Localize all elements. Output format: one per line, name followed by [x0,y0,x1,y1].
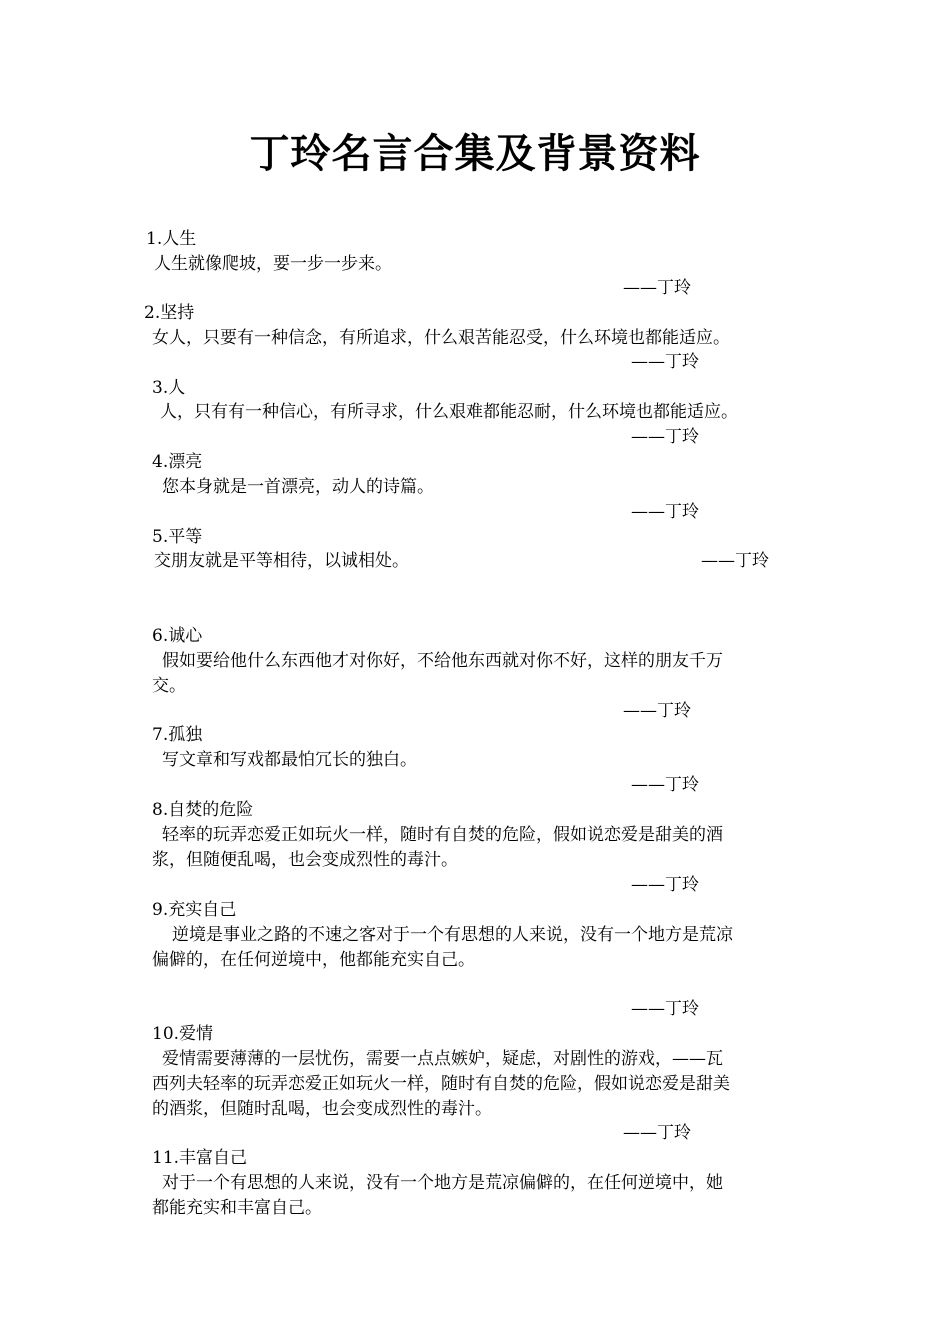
entry-author: ——丁玲 [623,278,691,298]
entry-author: ——丁玲 [623,701,691,721]
entry-text: 女人，只要有一种信念，有所追求，什么艰苦能忍受，什么环境也都能适应。 [152,328,730,348]
entry-heading: 6.诚心 [152,626,203,646]
entry-author: ——丁玲 [631,875,699,895]
document-title: 丁玲名言合集及背景资料 [249,131,701,177]
entry-text: 交朋友就是平等相待，以诚相处。 [154,551,409,571]
entry-text: 浆，但随便乱喝，也会变成烈性的毒汁。 [152,850,458,870]
entry-heading: 2.坚持 [144,303,195,323]
entry-author: ——丁玲 [631,999,699,1019]
entry-heading: 5.平等 [152,527,203,547]
entry-heading: 3.人 [152,378,186,398]
entry-text: 对于一个有思想的人来说，没有一个地方是荒凉偏僻的，在任何逆境中，她 [162,1173,723,1193]
entry-text: 交。 [152,676,186,696]
entry-text: 假如要给他什么东西他才对你好，不给他东西就对你不好，这样的朋友千万 [162,651,723,671]
entry-text: 爱情需要薄薄的一层忧伤，需要一点点嫉妒，疑虑，对剧性的游戏，——瓦 [162,1049,723,1069]
entry-author: ——丁玲 [631,775,699,795]
entry-heading: 11.丰富自己 [152,1148,248,1168]
entry-text: 写文章和写戏都最怕冗长的独白。 [162,750,417,770]
entry-heading: 4.漂亮 [152,452,203,472]
entry-author: ——丁玲 [623,1123,691,1143]
entry-heading: 7.孤独 [152,725,203,745]
entry-author: ——丁玲 [631,352,699,372]
entry-author: ——丁玲 [701,551,769,571]
entry-author: ——丁玲 [631,502,699,522]
entry-text: 人生就像爬坡，要一步一步来。 [154,254,392,274]
entry-text: 逆境是事业之路的不速之客对于一个有思想的人来说，没有一个地方是荒凉 [172,925,733,945]
entry-heading: 9.充实自己 [152,900,237,920]
entry-text: 都能充实和丰富自己。 [152,1198,322,1218]
entry-text: 西列夫轻率的玩弄恋爱正如玩火一样，随时有自焚的危险，假如说恋爱是甜美 [152,1074,730,1094]
entry-author: ——丁玲 [631,427,699,447]
entry-heading: 8.自焚的危险 [152,800,254,820]
entry-heading: 1.人生 [146,229,197,249]
entry-text: 轻率的玩弄恋爱正如玩火一样，随时有自焚的危险，假如说恋爱是甜美的酒 [162,825,723,845]
entry-text: 的酒浆，但随时乱喝，也会变成烈性的毒汁。 [152,1099,492,1119]
entry-text: 人，只有有一种信心，有所寻求，什么艰难都能忍耐，什么环境也都能适应。 [160,402,738,422]
entry-text: 偏僻的，在任何逆境中，他都能充实自己。 [152,950,475,970]
entry-text: 您本身就是一首漂亮，动人的诗篇。 [162,477,434,497]
entry-heading: 10.爱情 [152,1024,214,1044]
